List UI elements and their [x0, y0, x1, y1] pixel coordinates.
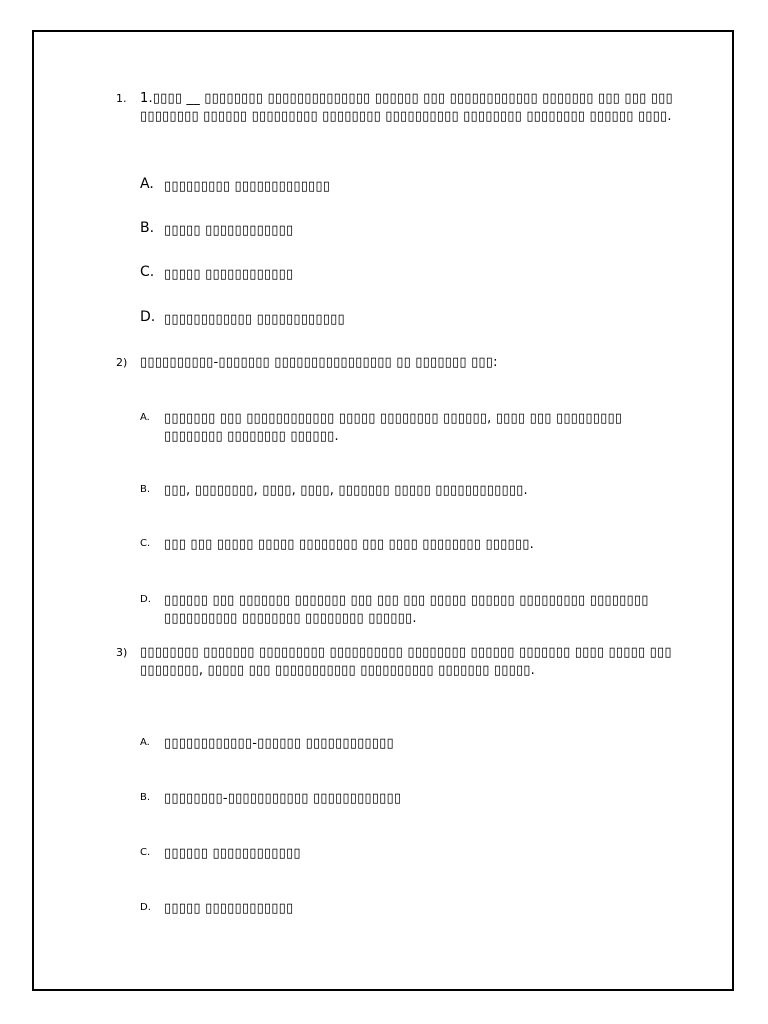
option-text: ▯▯▯ ▯▯▯ ▯▯▯▯▯ ▯▯▯▯▯ ▯▯▯▯▯▯▯▯ ▯▯▯ ▯▯▯▯ ▯▯▯▯▯▯▯▯ ▯▯▯▯▯▯. [164, 537, 534, 552]
option-letter: D. [140, 309, 156, 325]
question-number: 3) [116, 646, 128, 659]
option-text: ▯▯▯▯▯▯▯▯▯ ▯▯▯▯▯▯▯▯▯▯▯▯▯ [164, 179, 331, 194]
question-number: 2) [116, 356, 128, 369]
option-letter: B. [140, 484, 151, 495]
option-text: ▯▯▯▯▯▯ ▯▯▯ ▯▯▯▯▯▯▯ ▯▯▯▯▯▯▯ ▯▯▯ ▯▯▯ ▯▯▯ ▯▯▯▯▯ ▯▯▯▯▯▯ ▯▯▯▯▯▯▯▯▯ ▯▯▯▯▯▯▯▯ ▯▯▯▯▯▯▯▯▯▯ ▯▯▯▯▯▯▯▯ ▯▯▯▯▯▯▯▯ ▯▯▯▯▯▯. [164, 593, 649, 626]
question-text: ▯▯▯▯▯▯▯▯ ▯▯▯▯▯▯▯ ▯▯▯▯▯▯▯▯▯ ▯▯▯▯▯▯▯▯▯▯ ▯▯▯▯▯▯▯▯ ▯▯▯▯▯▯ ▯▯▯▯▯▯▯ ▯▯▯▯ ▯▯▯▯▯ ▯▯▯ ▯▯▯▯▯▯▯▯, ▯▯▯▯▯ ▯▯▯ ▯▯▯▯▯▯▯▯▯▯▯ ▯▯▯▯▯▯▯▯▯▯ ▯▯▯▯▯▯▯ ▯▯▯▯▯. [140, 645, 672, 678]
option-letter: D. [140, 902, 151, 913]
option-text: ▯▯▯▯▯▯▯ ▯▯▯ ▯▯▯▯▯▯▯▯▯▯▯▯ ▯▯▯▯▯ ▯▯▯▯▯▯▯▯ ▯▯▯▯▯▯, ▯▯▯▯ ▯▯▯ ▯▯▯▯▯▯▯▯▯ ▯▯▯▯▯▯▯▯ ▯▯▯▯▯▯▯▯ ▯▯▯▯▯▯. [164, 411, 623, 444]
option-letter: C. [140, 847, 151, 858]
option-text: ▯▯▯▯▯▯ ▯▯▯▯▯▯▯▯▯▯▯▯ [164, 846, 301, 861]
option-text: ▯▯▯▯▯▯▯▯▯▯▯▯ ▯▯▯▯▯▯▯▯▯▯▯▯ [164, 312, 345, 327]
option-letter: D. [140, 594, 151, 605]
option-text: ▯▯▯▯▯ ▯▯▯▯▯▯▯▯▯▯▯▯ [164, 223, 294, 238]
option-text: ▯▯▯, ▯▯▯▯▯▯▯▯, ▯▯▯▯, ▯▯▯▯, ▯▯▯▯▯▯▯ ▯▯▯▯▯ ▯▯▯▯▯▯▯▯▯▯▯▯. [164, 483, 528, 498]
option-letter: C. [140, 264, 155, 280]
option-letter: A. [140, 176, 154, 192]
page-border [32, 30, 734, 991]
option-text: ▯▯▯▯▯ ▯▯▯▯▯▯▯▯▯▯▯▯ [164, 267, 294, 282]
option-text: ▯▯▯▯▯▯▯▯▯▯▯▯-▯▯▯▯▯▯ ▯▯▯▯▯▯▯▯▯▯▯▯ [164, 736, 394, 751]
option-letter: C. [140, 538, 151, 549]
question-number: 1. [116, 92, 127, 105]
option-text: ▯▯▯▯▯ ▯▯▯▯▯▯▯▯▯▯▯▯ [164, 901, 294, 916]
option-letter: A. [140, 737, 150, 748]
question-text: 1.▯▯▯▯ __ ▯▯▯▯▯▯▯▯ ▯▯▯▯▯▯▯▯▯▯▯▯▯▯ ▯▯▯▯▯▯ ▯▯▯ ▯▯▯▯▯▯▯▯▯▯▯▯ ▯▯▯▯▯▯▯ ▯▯▯ ▯▯▯ ▯▯▯ ▯▯▯▯▯▯▯▯ ▯▯▯▯▯▯ ▯▯▯▯▯▯▯▯▯ ▯▯▯▯▯▯▯▯ ▯▯▯▯▯▯▯▯▯▯ ▯▯▯▯▯▯▯▯ ▯▯▯▯▯▯▯▯ ▯▯▯▯▯▯ ▯▯▯▯. [140, 91, 673, 124]
question-text: ▯▯▯▯▯▯▯▯▯▯-▯▯▯▯▯▯▯ ▯▯▯▯▯▯▯▯▯▯▯▯▯▯▯▯ ▯▯ ▯▯▯▯▯▯▯ ▯▯▯: [140, 355, 498, 370]
option-letter: B. [140, 792, 151, 803]
option-letter: B. [140, 220, 155, 236]
option-letter: A. [140, 412, 150, 423]
option-text: ▯▯▯▯▯▯▯▯-▯▯▯▯▯▯▯▯▯▯▯ ▯▯▯▯▯▯▯▯▯▯▯▯ [164, 791, 402, 806]
